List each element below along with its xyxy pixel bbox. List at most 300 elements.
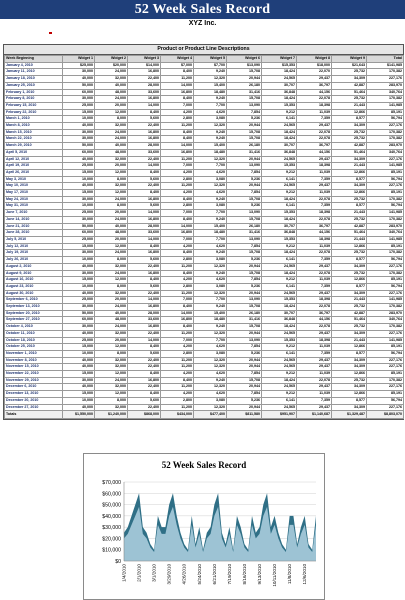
table-row bbox=[5, 270, 404, 277]
value-cell: 51,464 bbox=[332, 89, 367, 96]
value-cell: 33,600 bbox=[128, 317, 161, 324]
table-row bbox=[5, 377, 404, 384]
value-cell: 40,000 bbox=[95, 82, 128, 89]
table-row bbox=[5, 149, 404, 156]
table-row bbox=[5, 102, 404, 109]
value-cell: 15,000 bbox=[63, 109, 95, 116]
value-cell: 40,000 bbox=[63, 76, 95, 83]
y-tick-label: $30,000 bbox=[102, 525, 121, 532]
table-row bbox=[5, 203, 404, 210]
table-row bbox=[5, 169, 404, 176]
value-cell: 51,464 bbox=[332, 149, 367, 156]
value-cell: 11,039 bbox=[297, 109, 332, 116]
value-cell: 36,848 bbox=[262, 89, 297, 96]
value-cell: 16,800 bbox=[128, 377, 161, 384]
week-cell: December 20, 2010 bbox=[5, 397, 63, 404]
value-cell: 15,353 bbox=[262, 337, 297, 344]
value-cell: 3,080 bbox=[194, 116, 227, 123]
value-cell: $141,985 bbox=[367, 62, 404, 69]
value-cell: 24,565 bbox=[262, 404, 297, 411]
week-cell: July 19, 2010 bbox=[5, 250, 63, 257]
value-cell: 40,000 bbox=[63, 123, 95, 130]
value-cell: 6,141 bbox=[262, 203, 297, 210]
value-cell: 4,200 bbox=[161, 371, 194, 378]
value-cell: 40,000 bbox=[63, 156, 95, 163]
value-cell: 20,944 bbox=[227, 384, 262, 391]
value-cell: 30,707 bbox=[262, 82, 297, 89]
table-row bbox=[5, 163, 404, 170]
value-cell: 36,848 bbox=[262, 230, 297, 237]
value-cell: 8,400 bbox=[161, 196, 194, 203]
value-cell: 85,191 bbox=[367, 391, 404, 398]
value-cell: 28,000 bbox=[128, 82, 161, 89]
value-cell: 11,039 bbox=[297, 371, 332, 378]
value-cell: 16,800 bbox=[128, 250, 161, 257]
value-cell: 170,382 bbox=[367, 377, 404, 384]
value-cell: 7,854 bbox=[227, 344, 262, 351]
week-cell: August 23, 2010 bbox=[5, 283, 63, 290]
value-cell: 18,398 bbox=[297, 210, 332, 217]
value-cell: 32,000 bbox=[95, 263, 128, 270]
value-cell: 5,600 bbox=[128, 283, 161, 290]
week-cell: November 22, 2010 bbox=[5, 371, 63, 378]
value-cell: 11,039 bbox=[297, 190, 332, 197]
value-cell: 20,000 bbox=[95, 297, 128, 304]
value-cell: 22,078 bbox=[297, 324, 332, 331]
value-cell: 18,480 bbox=[194, 149, 227, 156]
value-cell: 25,732 bbox=[332, 129, 367, 136]
column-header: Widget 8 bbox=[297, 56, 332, 63]
value-cell: 9,240 bbox=[194, 69, 227, 76]
value-cell: 227,176 bbox=[367, 183, 404, 190]
value-cell: 2,800 bbox=[161, 283, 194, 290]
value-cell: 12,866 bbox=[332, 109, 367, 116]
value-cell: 29,437 bbox=[297, 183, 332, 190]
value-cell: 7,359 bbox=[297, 350, 332, 357]
week-cell: March 1, 2010 bbox=[5, 116, 63, 123]
week-cell: September 13, 2010 bbox=[5, 304, 63, 311]
value-cell: 29,437 bbox=[297, 404, 332, 411]
value-cell: 15,708 bbox=[227, 136, 262, 143]
value-cell: 2,800 bbox=[161, 176, 194, 183]
x-tick-label: 8/16/2010 bbox=[241, 564, 247, 585]
value-cell: 22,078 bbox=[297, 196, 332, 203]
value-cell: 20,944 bbox=[227, 183, 262, 190]
value-cell: 4,620 bbox=[194, 169, 227, 176]
value-cell: 5,600 bbox=[128, 203, 161, 210]
value-cell: 8,000 bbox=[95, 397, 128, 404]
value-cell: 4,620 bbox=[194, 344, 227, 351]
value-cell: 25,732 bbox=[332, 96, 367, 103]
value-cell: 4,200 bbox=[161, 190, 194, 197]
value-cell: 24,565 bbox=[262, 156, 297, 163]
table-row bbox=[5, 156, 404, 163]
column-header: Widget 9 bbox=[332, 56, 367, 63]
week-cell: March 22, 2010 bbox=[5, 136, 63, 143]
value-cell: 9,240 bbox=[194, 270, 227, 277]
value-cell: 24,000 bbox=[95, 216, 128, 223]
table-group-header: Product or Product Line Descriptions bbox=[4, 45, 403, 55]
value-cell: 7,700 bbox=[194, 210, 227, 217]
value-cell: 6,141 bbox=[262, 176, 297, 183]
value-cell: 12,320 bbox=[194, 330, 227, 337]
value-cell: 170,382 bbox=[367, 250, 404, 257]
value-cell: $13,090 bbox=[227, 62, 262, 69]
value-cell: 8,400 bbox=[161, 270, 194, 277]
table-row bbox=[5, 223, 404, 230]
value-cell: 4,200 bbox=[161, 109, 194, 116]
value-cell: 32,000 bbox=[95, 290, 128, 297]
value-cell: 227,176 bbox=[367, 76, 404, 83]
value-cell: 12,000 bbox=[95, 243, 128, 250]
value-cell: 3,080 bbox=[194, 203, 227, 210]
value-cell: 22,078 bbox=[297, 250, 332, 257]
value-cell: 32,000 bbox=[95, 183, 128, 190]
value-cell: 22,400 bbox=[128, 123, 161, 130]
value-cell: 12,320 bbox=[194, 357, 227, 364]
value-cell: 36,797 bbox=[297, 310, 332, 317]
value-cell: 141,985 bbox=[367, 297, 404, 304]
value-cell: 44,156 bbox=[297, 89, 332, 96]
value-cell: 22,400 bbox=[128, 384, 161, 391]
value-cell: 9,212 bbox=[262, 277, 297, 284]
value-cell: 8,400 bbox=[161, 304, 194, 311]
value-cell: 5,236 bbox=[227, 176, 262, 183]
value-cell: 32,000 bbox=[95, 330, 128, 337]
value-cell: 48,000 bbox=[95, 230, 128, 237]
column-header: Widget 5 bbox=[194, 56, 227, 63]
value-cell: 14,000 bbox=[128, 236, 161, 243]
value-cell: 8,000 bbox=[95, 116, 128, 123]
value-cell: 34,309 bbox=[332, 357, 367, 364]
value-cell: 29,437 bbox=[297, 290, 332, 297]
value-cell: 51,464 bbox=[332, 230, 367, 237]
value-cell: 15,400 bbox=[194, 143, 227, 150]
value-cell: 11,200 bbox=[161, 123, 194, 130]
value-cell: 283,970 bbox=[367, 82, 404, 89]
x-tick-label: 9/13/2010 bbox=[257, 564, 263, 585]
value-cell: 170,382 bbox=[367, 324, 404, 331]
value-cell: 18,398 bbox=[297, 337, 332, 344]
value-cell: 8,400 bbox=[161, 129, 194, 136]
value-cell: 85,191 bbox=[367, 344, 404, 351]
value-cell: 26,180 bbox=[227, 143, 262, 150]
week-cell: May 10, 2010 bbox=[5, 183, 63, 190]
table-row bbox=[5, 216, 404, 223]
value-cell: 14,000 bbox=[161, 223, 194, 230]
value-cell: 8,400 bbox=[128, 344, 161, 351]
value-cell: 22,400 bbox=[128, 330, 161, 337]
value-cell: 10,000 bbox=[63, 176, 95, 183]
value-cell: 42,887 bbox=[332, 82, 367, 89]
value-cell: 42,887 bbox=[332, 143, 367, 150]
value-cell: 18,424 bbox=[262, 377, 297, 384]
table-row bbox=[5, 404, 404, 411]
value-cell: 227,176 bbox=[367, 263, 404, 270]
value-cell: 15,708 bbox=[227, 250, 262, 257]
value-cell: 4,620 bbox=[194, 277, 227, 284]
value-cell: 32,000 bbox=[95, 404, 128, 411]
value-cell: 18,398 bbox=[297, 236, 332, 243]
table-row bbox=[5, 304, 404, 311]
value-cell: 16,800 bbox=[128, 270, 161, 277]
value-cell: 15,000 bbox=[63, 169, 95, 176]
x-tick-label: 4/26/2010 bbox=[181, 564, 187, 585]
y-tick-label: $40,000 bbox=[102, 513, 121, 520]
table-row bbox=[5, 109, 404, 116]
value-cell: 7,000 bbox=[161, 297, 194, 304]
red-mark bbox=[49, 32, 52, 34]
total-cell: $1,140,687 bbox=[297, 411, 332, 419]
value-cell: 4,200 bbox=[161, 391, 194, 398]
value-cell: 48,000 bbox=[95, 317, 128, 324]
value-cell: 15,000 bbox=[63, 371, 95, 378]
value-cell: 30,000 bbox=[63, 129, 95, 136]
value-cell: 31,416 bbox=[227, 317, 262, 324]
value-cell: 22,078 bbox=[297, 136, 332, 143]
value-cell: 12,320 bbox=[194, 290, 227, 297]
value-cell: 8,000 bbox=[95, 203, 128, 210]
value-cell: 15,000 bbox=[63, 277, 95, 284]
value-cell: 30,707 bbox=[262, 143, 297, 150]
total-cell: $434,000 bbox=[161, 411, 194, 419]
value-cell: 56,794 bbox=[367, 116, 404, 123]
value-cell: 31,416 bbox=[227, 230, 262, 237]
week-cell: May 3, 2010 bbox=[5, 176, 63, 183]
value-cell: 12,320 bbox=[194, 404, 227, 411]
table-row bbox=[5, 136, 404, 143]
value-cell: 42,887 bbox=[332, 223, 367, 230]
value-cell: 7,000 bbox=[161, 236, 194, 243]
value-cell: 340,764 bbox=[367, 149, 404, 156]
value-cell: 40,000 bbox=[63, 364, 95, 371]
column-header: Widget 1 bbox=[63, 56, 95, 63]
week-cell: December 27, 2010 bbox=[5, 404, 63, 411]
table-row bbox=[5, 257, 404, 264]
value-cell: 2,800 bbox=[161, 203, 194, 210]
value-cell: 18,424 bbox=[262, 69, 297, 76]
value-cell: 40,000 bbox=[95, 143, 128, 150]
value-cell: 25,732 bbox=[332, 196, 367, 203]
value-cell: 21,443 bbox=[332, 236, 367, 243]
value-cell: 29,437 bbox=[297, 263, 332, 270]
week-cell: October 18, 2010 bbox=[5, 337, 63, 344]
value-cell: 18,398 bbox=[297, 297, 332, 304]
value-cell: 10,000 bbox=[63, 350, 95, 357]
table-row bbox=[5, 391, 404, 398]
value-cell: 28,000 bbox=[128, 143, 161, 150]
value-cell: 50,000 bbox=[63, 143, 95, 150]
total-cell: $1,240,000 bbox=[95, 411, 128, 419]
value-cell: 24,000 bbox=[95, 270, 128, 277]
value-cell: 12,320 bbox=[194, 364, 227, 371]
value-cell: $7,000 bbox=[161, 62, 194, 69]
value-cell: 6,141 bbox=[262, 116, 297, 123]
value-cell: 15,708 bbox=[227, 96, 262, 103]
value-cell: 7,359 bbox=[297, 203, 332, 210]
table-row bbox=[5, 230, 404, 237]
value-cell: 12,866 bbox=[332, 371, 367, 378]
week-cell: May 17, 2010 bbox=[5, 190, 63, 197]
value-cell: 50,000 bbox=[63, 310, 95, 317]
value-cell: 22,400 bbox=[128, 357, 161, 364]
value-cell: 32,000 bbox=[95, 364, 128, 371]
value-cell: 4,200 bbox=[161, 243, 194, 250]
table-row bbox=[5, 310, 404, 317]
value-cell: 3,080 bbox=[194, 350, 227, 357]
week-cell: April 12, 2010 bbox=[5, 156, 63, 163]
value-cell: 15,708 bbox=[227, 196, 262, 203]
value-cell: 10,000 bbox=[63, 397, 95, 404]
value-cell: 18,480 bbox=[194, 317, 227, 324]
value-cell: 16,800 bbox=[128, 136, 161, 143]
value-cell: 170,382 bbox=[367, 96, 404, 103]
value-cell: 24,565 bbox=[262, 384, 297, 391]
value-cell: 12,320 bbox=[194, 263, 227, 270]
value-cell: 18,480 bbox=[194, 89, 227, 96]
value-cell: 44,156 bbox=[297, 149, 332, 156]
value-cell: 9,240 bbox=[194, 304, 227, 311]
x-tick-label: 1/4/2010 bbox=[121, 564, 127, 582]
x-tick-label: 3/1/2010 bbox=[151, 564, 157, 582]
x-tick-label: 6/21/2010 bbox=[211, 564, 217, 585]
value-cell: 22,400 bbox=[128, 76, 161, 83]
value-cell: 30,000 bbox=[63, 377, 95, 384]
value-cell: $7,700 bbox=[194, 62, 227, 69]
value-cell: 7,000 bbox=[161, 163, 194, 170]
value-cell: 8,577 bbox=[332, 283, 367, 290]
y-tick-label: $70,000 bbox=[102, 480, 121, 486]
value-cell: 11,200 bbox=[161, 384, 194, 391]
value-cell: 5,236 bbox=[227, 257, 262, 264]
value-cell: 5,236 bbox=[227, 116, 262, 123]
table-row bbox=[5, 283, 404, 290]
week-cell: January 4, 2010 bbox=[5, 62, 63, 69]
week-cell: February 1, 2010 bbox=[5, 89, 63, 96]
value-cell: 26,180 bbox=[227, 310, 262, 317]
value-cell: 60,000 bbox=[63, 149, 95, 156]
table-row bbox=[5, 324, 404, 331]
value-cell: 8,400 bbox=[161, 136, 194, 143]
value-cell: 8,577 bbox=[332, 176, 367, 183]
value-cell: 16,800 bbox=[161, 89, 194, 96]
value-cell: 12,866 bbox=[332, 344, 367, 351]
value-cell: 14,000 bbox=[128, 163, 161, 170]
x-tick-label: 5/24/2010 bbox=[196, 564, 202, 585]
value-cell: 141,985 bbox=[367, 337, 404, 344]
value-cell: 14,000 bbox=[161, 82, 194, 89]
value-cell: 25,732 bbox=[332, 270, 367, 277]
value-cell: 9,240 bbox=[194, 96, 227, 103]
value-cell: 24,000 bbox=[95, 96, 128, 103]
value-cell: 8,400 bbox=[128, 277, 161, 284]
value-cell: 227,176 bbox=[367, 404, 404, 411]
week-cell: August 9, 2010 bbox=[5, 270, 63, 277]
value-cell: 2,800 bbox=[161, 350, 194, 357]
value-cell: 60,000 bbox=[63, 89, 95, 96]
value-cell: 24,000 bbox=[95, 136, 128, 143]
value-cell: 170,382 bbox=[367, 270, 404, 277]
value-cell: 7,700 bbox=[194, 337, 227, 344]
value-cell: 36,848 bbox=[262, 149, 297, 156]
value-cell: 7,854 bbox=[227, 371, 262, 378]
value-cell: 4,200 bbox=[161, 277, 194, 284]
value-cell: 12,866 bbox=[332, 391, 367, 398]
value-cell: 8,400 bbox=[161, 216, 194, 223]
value-cell: 50,000 bbox=[63, 82, 95, 89]
value-cell: 283,970 bbox=[367, 223, 404, 230]
value-cell: 4,200 bbox=[161, 344, 194, 351]
table-body bbox=[5, 62, 404, 419]
table-row bbox=[5, 243, 404, 250]
value-cell: 4,620 bbox=[194, 391, 227, 398]
value-cell: 22,400 bbox=[128, 364, 161, 371]
value-cell: 12,000 bbox=[95, 169, 128, 176]
value-cell: 9,240 bbox=[194, 196, 227, 203]
value-cell: 7,000 bbox=[161, 102, 194, 109]
value-cell: 9,212 bbox=[262, 169, 297, 176]
value-cell: 7,700 bbox=[194, 163, 227, 170]
table-row bbox=[5, 297, 404, 304]
week-cell: August 30, 2010 bbox=[5, 290, 63, 297]
value-cell: 30,000 bbox=[63, 250, 95, 257]
value-cell: 20,944 bbox=[227, 156, 262, 163]
column-header: Widget 6 bbox=[227, 56, 262, 63]
value-cell: 283,970 bbox=[367, 310, 404, 317]
value-cell: 4,620 bbox=[194, 243, 227, 250]
value-cell: 20,944 bbox=[227, 364, 262, 371]
value-cell: 30,000 bbox=[63, 96, 95, 103]
value-cell: 13,090 bbox=[227, 163, 262, 170]
week-cell: November 1, 2010 bbox=[5, 350, 63, 357]
value-cell: 9,240 bbox=[194, 250, 227, 257]
value-cell: 85,191 bbox=[367, 169, 404, 176]
table-row bbox=[5, 82, 404, 89]
x-tick-label: 3/29/2010 bbox=[166, 564, 172, 585]
value-cell: 24,565 bbox=[262, 290, 297, 297]
value-cell: 340,764 bbox=[367, 230, 404, 237]
value-cell: 9,240 bbox=[194, 129, 227, 136]
value-cell: 25,732 bbox=[332, 250, 367, 257]
value-cell: 18,398 bbox=[297, 163, 332, 170]
table-row bbox=[5, 129, 404, 136]
table-row bbox=[5, 344, 404, 351]
value-cell: 8,400 bbox=[161, 377, 194, 384]
value-cell: 34,309 bbox=[332, 183, 367, 190]
week-cell: October 25, 2010 bbox=[5, 344, 63, 351]
value-cell: 24,565 bbox=[262, 357, 297, 364]
week-cell: July 12, 2010 bbox=[5, 243, 63, 250]
value-cell: 34,309 bbox=[332, 384, 367, 391]
value-cell: 7,000 bbox=[161, 210, 194, 217]
value-cell: 12,320 bbox=[194, 123, 227, 130]
value-cell: 30,707 bbox=[262, 310, 297, 317]
table-row bbox=[5, 190, 404, 197]
value-cell: 14,000 bbox=[161, 310, 194, 317]
value-cell: 40,000 bbox=[63, 183, 95, 190]
value-cell: 12,320 bbox=[194, 384, 227, 391]
value-cell: 44,156 bbox=[297, 317, 332, 324]
value-cell: 12,866 bbox=[332, 169, 367, 176]
value-cell: 40,000 bbox=[95, 223, 128, 230]
value-cell: 170,382 bbox=[367, 136, 404, 143]
week-cell: December 13, 2010 bbox=[5, 391, 63, 398]
value-cell: 22,078 bbox=[297, 96, 332, 103]
value-cell: 28,000 bbox=[128, 310, 161, 317]
value-cell: 227,176 bbox=[367, 290, 404, 297]
value-cell: 25,000 bbox=[63, 297, 95, 304]
week-cell: August 16, 2010 bbox=[5, 277, 63, 284]
